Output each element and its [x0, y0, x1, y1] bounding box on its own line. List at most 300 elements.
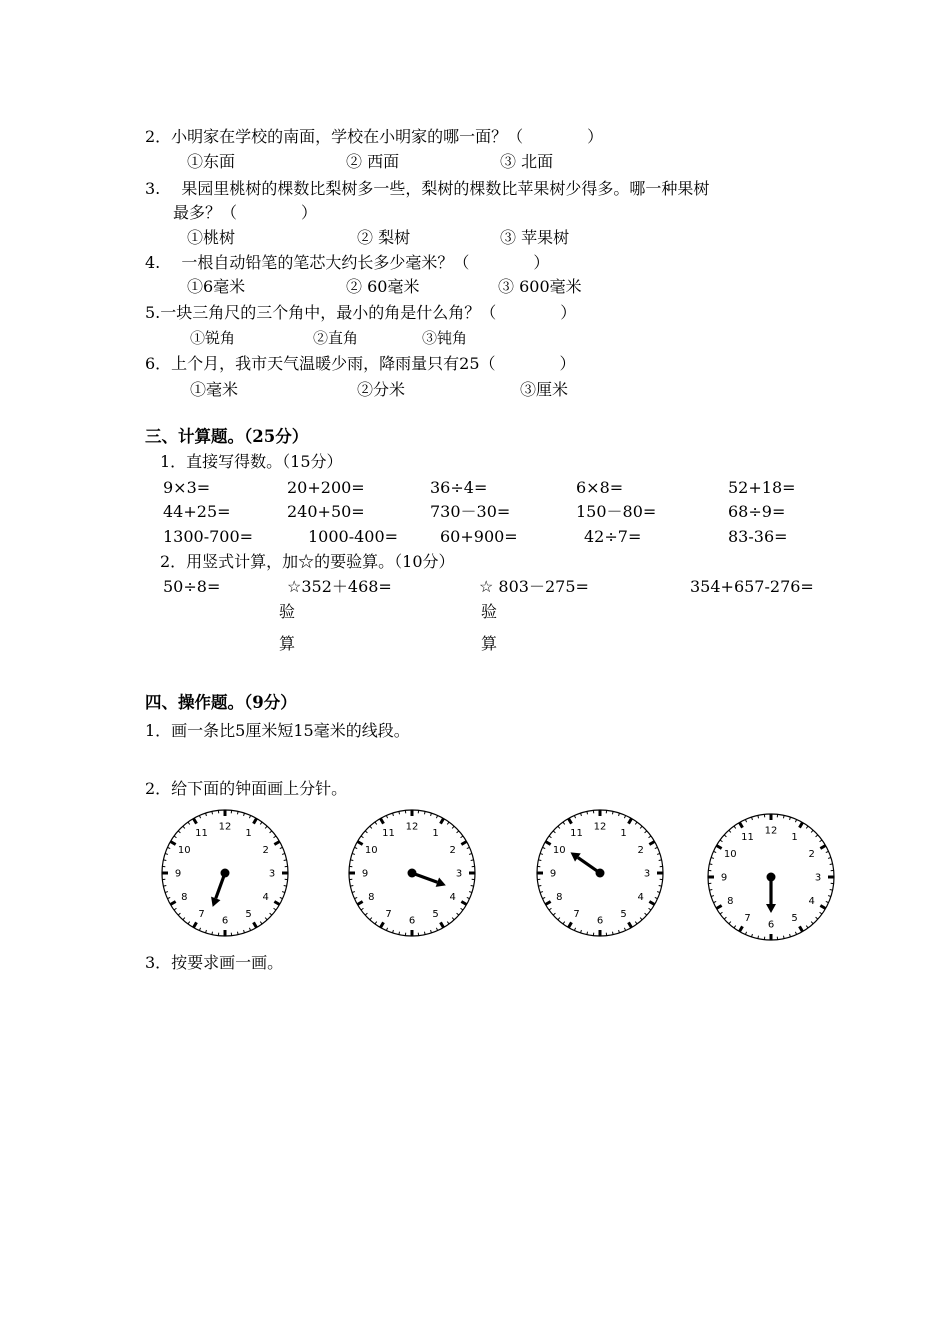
clock-tick: [174, 836, 176, 838]
clock-tick: [734, 826, 736, 828]
clock-tick: [212, 932, 213, 935]
clock-tick: [800, 926, 803, 931]
clock-face-3[interactable]: [535, 808, 665, 938]
clock-tick: [830, 889, 833, 890]
clock-tick: [457, 913, 459, 915]
clock-number: 6: [408, 915, 416, 927]
clock-tick: [254, 818, 257, 823]
clock-number: 4: [637, 892, 644, 903]
clock-tick: [354, 847, 357, 848]
clock-tick: [361, 836, 363, 838]
clock-tick: [386, 815, 387, 818]
clock-tick: [716, 906, 721, 909]
clock-tick: [163, 860, 166, 861]
clock-tick: [270, 913, 272, 915]
clock-tick: [752, 934, 753, 937]
clock-tick: [284, 885, 287, 886]
clock-tick: [357, 902, 362, 905]
clock-tick: [282, 892, 285, 893]
clock-tick: [206, 930, 207, 933]
clock-center: [221, 869, 230, 878]
op-question-3: 3．按要求画一画。: [145, 953, 284, 972]
clock-tick: [244, 813, 245, 816]
clock-tick: [436, 815, 437, 818]
clock-number: 8: [181, 892, 188, 903]
calc-r2-c1: 44+25=: [163, 502, 231, 521]
clock-tick: [461, 902, 466, 905]
clock-tick: [461, 836, 463, 838]
clock-number: 10: [552, 845, 566, 856]
clock-number: 5: [245, 909, 252, 921]
clock-tick: [375, 922, 377, 924]
clock-tick: [816, 835, 818, 837]
clock-tick: [194, 818, 197, 823]
clock-tick: [471, 885, 474, 886]
clock-tick: [370, 826, 372, 828]
clock-number: 1: [432, 827, 439, 839]
clock-number: 6: [767, 919, 775, 931]
clock-tick: [260, 822, 262, 824]
vertical-4: 354+657-276=: [690, 577, 814, 596]
clock-number: 1: [620, 827, 627, 839]
clock-tick: [167, 897, 170, 898]
clock-number: 11: [570, 827, 583, 839]
clock-tick: [183, 918, 185, 920]
section-3-heading: 三、计算题。（25分）: [145, 427, 309, 446]
clock-number: 5: [620, 909, 627, 921]
calc-r1-c2: 20+200=: [287, 478, 365, 497]
clock-tick: [424, 932, 425, 935]
clock-tick: [795, 932, 796, 935]
clock-tick: [820, 912, 822, 914]
calc-r2-c3: 730－30=: [430, 502, 511, 521]
clock-number: 12: [218, 821, 232, 833]
clock-tick: [188, 822, 190, 824]
clock-tick: [274, 908, 276, 910]
clock-tick: [274, 902, 279, 905]
clock-svg: [535, 808, 665, 938]
clock-tick: [538, 860, 541, 861]
clock-tick: [370, 918, 372, 920]
clock-tick: [174, 908, 176, 910]
calc-r2-c5: 68÷9=: [728, 502, 786, 521]
clock-number: 5: [791, 913, 798, 925]
clock-number: 7: [385, 909, 392, 921]
clock-tick: [357, 842, 362, 845]
clock-tick: [783, 815, 784, 818]
clock-number: 6: [221, 915, 229, 927]
clock-tick: [469, 892, 472, 893]
clock-tick: [655, 897, 658, 898]
clock-tick: [393, 813, 394, 816]
clock-number: 7: [744, 913, 751, 925]
clock-tick: [629, 818, 632, 823]
clock-tick: [709, 889, 712, 890]
part2-label: 2．用竖式计算，加☆的要验算。（10分）: [160, 552, 455, 571]
clock-number: 12: [405, 821, 419, 833]
clock-tick: [790, 817, 791, 820]
clock-tick: [758, 815, 759, 818]
q6-option-1: ①毫米: [190, 380, 239, 399]
part1-label: 1．直接写得数。（15分）: [160, 452, 343, 471]
clock-number: 1: [245, 827, 252, 839]
calc-r2-c4: 150－80=: [576, 502, 657, 521]
clock-tick: [467, 897, 470, 898]
clock-tick: [635, 822, 637, 824]
clock-tick: [284, 860, 287, 861]
clock-number: 8: [556, 892, 563, 903]
vertical-2: ☆352＋468=: [287, 577, 392, 596]
clock-tick: [619, 930, 620, 933]
clock-tick: [587, 811, 588, 814]
clock-tick: [381, 922, 384, 927]
clock-tick: [399, 932, 400, 935]
check-label-2a: 验: [481, 602, 498, 621]
clock-tick: [431, 930, 432, 933]
clock-tick: [752, 817, 753, 820]
calc-r3-c3: 60+900=: [440, 527, 518, 546]
clock-tick: [471, 860, 474, 861]
q2-option-3: ③ 北面: [500, 152, 554, 171]
q6-option-3: ③厘米: [520, 380, 569, 399]
clock-tick: [729, 922, 731, 924]
clock-tick: [783, 936, 784, 939]
clock-tick: [441, 922, 444, 927]
clock-tick: [170, 902, 175, 905]
clock-tick: [350, 885, 353, 886]
clock-tick: [212, 811, 213, 814]
calc-r2-c2: 240+50=: [287, 502, 365, 521]
clock-tick: [178, 831, 180, 833]
clock-number: 5: [432, 909, 439, 921]
q3-option-2: ② 梨树: [357, 228, 411, 247]
clock-tick: [265, 918, 267, 920]
check-label-2b: 算: [481, 634, 498, 653]
clock-tick: [553, 831, 555, 833]
clock-number: 3: [643, 868, 651, 880]
clock-number: 10: [723, 849, 737, 860]
clock-tick: [816, 917, 818, 919]
clock-tick: [619, 813, 620, 816]
clock-tick: [188, 922, 190, 924]
question-2: 2．小明家在学校的南面，学校在小明家的哪一面？（ ）: [145, 127, 604, 146]
clock-tick: [724, 835, 726, 837]
clock-number: 7: [573, 909, 580, 921]
clock-tick: [457, 831, 459, 833]
clock-tick: [461, 908, 463, 910]
clock-tick: [540, 892, 543, 893]
clock-tick: [467, 847, 470, 848]
clock-tick: [260, 922, 262, 924]
clock-tick: [820, 906, 825, 909]
clock-tick: [183, 826, 185, 828]
clock-tick: [249, 928, 250, 931]
clock-number: 9: [549, 868, 557, 880]
clock-tick: [393, 930, 394, 933]
clock-tick: [375, 822, 377, 824]
q4-option-1: ①6毫米: [187, 277, 246, 296]
clock-tick: [569, 818, 572, 823]
clock-tick: [386, 928, 387, 931]
clock-tick: [645, 831, 647, 833]
clock-tick: [542, 897, 545, 898]
clock-tick: [745, 932, 746, 935]
clock-number: 6: [596, 915, 604, 927]
clock-tick: [745, 819, 746, 822]
clock-tick: [574, 928, 575, 931]
clock-tick: [163, 885, 166, 886]
clock-tick: [828, 896, 831, 897]
clock-tick: [167, 847, 170, 848]
clock-tick: [729, 830, 731, 832]
question-5: 5.一块三角尺的三个角中，最小的角是什么角？（ ）: [145, 303, 577, 322]
clock-number: 7: [198, 909, 205, 921]
clock-face-1[interactable]: [160, 808, 290, 938]
clock-tick: [549, 908, 551, 910]
clock-number: 2: [637, 845, 644, 856]
clock-tick: [558, 826, 560, 828]
clock-number: 3: [455, 868, 463, 880]
clock-tick: [790, 934, 791, 937]
clock-tick: [431, 813, 432, 816]
clock-tick: [452, 826, 454, 828]
clock-tick: [713, 901, 716, 902]
clock-tick: [549, 836, 551, 838]
clock-tick: [820, 840, 822, 842]
clock-tick: [811, 922, 813, 924]
clock-tick: [740, 822, 743, 827]
clock-number: 2: [262, 845, 269, 856]
clock-tick: [350, 860, 353, 861]
clock-tick: [170, 842, 175, 845]
clock-tick: [558, 918, 560, 920]
clock-tick: [711, 858, 714, 859]
clock-tick: [424, 811, 425, 814]
clock-tick: [581, 930, 582, 933]
section-4-heading: 四、操作题。（9分）: [145, 693, 297, 712]
clock-tick: [720, 912, 722, 914]
clock-number: 3: [268, 868, 276, 880]
clock-tick: [640, 918, 642, 920]
clock-tick: [806, 926, 808, 928]
clock-tick: [274, 836, 276, 838]
clock-tick: [795, 819, 796, 822]
clock-tick: [811, 830, 813, 832]
clock-tick: [830, 864, 833, 865]
clock-tick: [469, 854, 472, 855]
clock-tick: [624, 928, 625, 931]
clock-tick: [165, 892, 168, 893]
clock-tick: [282, 854, 285, 855]
clock-number: 11: [382, 827, 395, 839]
clock-tick: [280, 847, 283, 848]
clock-tick: [649, 908, 651, 910]
calc-r3-c2: 1000-400=: [308, 527, 399, 546]
clock-tick: [649, 842, 654, 845]
clock-tick: [280, 897, 283, 898]
clock-tick: [800, 822, 803, 827]
q5-option-3: ③钝角: [422, 329, 468, 347]
clock-tick: [635, 922, 637, 924]
clock-tick: [447, 822, 449, 824]
clock-tick: [274, 842, 279, 845]
clock-number: 2: [808, 849, 815, 860]
clock-tick: [720, 840, 722, 842]
clock-tick: [711, 896, 714, 897]
q3-option-3: ③ 苹果树: [500, 228, 570, 247]
clock-tick: [734, 926, 736, 928]
clock-tick: [199, 815, 200, 818]
clock-tick: [574, 815, 575, 818]
q2-option-2: ② 西面: [346, 152, 400, 171]
clock-tick: [826, 901, 829, 902]
vertical-1: 50÷8=: [163, 577, 221, 596]
clock-tick: [199, 928, 200, 931]
question-3: 3. 果园里桃树的棵数比梨树多一些，梨树的棵数比苹果树少得多。哪一种果树: [145, 179, 710, 198]
clock-number: 8: [368, 892, 375, 903]
clock-face-2[interactable]: [347, 808, 477, 938]
clock-tick: [237, 811, 238, 814]
clock-center: [767, 873, 776, 882]
clock-center: [596, 869, 605, 878]
clock-tick: [612, 811, 613, 814]
clock-tick: [624, 815, 625, 818]
clock-tick: [612, 932, 613, 935]
clock-number: 9: [720, 872, 728, 884]
clock-tick: [270, 831, 272, 833]
clock-number: 2: [449, 845, 456, 856]
clock-number: 11: [741, 831, 754, 843]
clock-number: 12: [764, 825, 778, 837]
q3-option-1: ①桃树: [187, 228, 236, 247]
clock-number: 9: [361, 868, 369, 880]
clock-tick: [452, 918, 454, 920]
clock-tick: [244, 930, 245, 933]
clock-number: 10: [177, 845, 191, 856]
clock-tick: [713, 851, 716, 852]
calc-r3-c5: 83-36=: [728, 527, 788, 546]
vertical-3: ☆ 803－275=: [479, 577, 589, 596]
clock-tick: [461, 842, 466, 845]
q5-option-2: ②直角: [313, 329, 359, 347]
clock-svg: [160, 808, 290, 938]
clock-tick: [659, 885, 662, 886]
clock-tick: [352, 892, 355, 893]
clock-tick: [436, 928, 437, 931]
clock-svg: [347, 808, 477, 938]
clock-tick: [365, 831, 367, 833]
clock-tick: [361, 908, 363, 910]
clock-number: 1: [791, 831, 798, 843]
clock-tick: [399, 811, 400, 814]
q4-option-3: ③ 600毫米: [498, 277, 582, 296]
clock-tick: [194, 922, 197, 927]
q5-option-1: ①锐角: [190, 329, 236, 347]
clock-tick: [709, 864, 712, 865]
question-4: 4. 一根自动铅笔的笔芯大约长多少毫米？（ ）: [145, 253, 550, 272]
clock-tick: [740, 926, 743, 931]
clock-tick: [249, 815, 250, 818]
calc-r1-c1: 9×3=: [163, 478, 211, 497]
clock-face-4[interactable]: [706, 812, 836, 942]
op-question-2: 2．给下面的钟面画上分针。: [145, 779, 348, 798]
clock-tick: [178, 913, 180, 915]
clock-tick: [354, 897, 357, 898]
clock-number: 11: [195, 827, 208, 839]
clock-tick: [629, 922, 632, 927]
clock-number: 3: [814, 872, 822, 884]
clock-tick: [563, 822, 565, 824]
calc-r1-c5: 52+18=: [728, 478, 796, 497]
q6-option-2: ②分米: [357, 380, 406, 399]
clock-tick: [826, 851, 829, 852]
clock-tick: [716, 846, 721, 849]
clock-number: 9: [174, 868, 182, 880]
check-label-1a: 验: [279, 602, 296, 621]
question-6: 6．上个月，我市天气温暖少雨，降雨量只有25（ ）: [145, 354, 576, 373]
clock-tick: [655, 847, 658, 848]
clock-number: 4: [808, 896, 815, 907]
clock-tick: [352, 854, 355, 855]
clock-tick: [265, 826, 267, 828]
clock-tick: [828, 858, 831, 859]
clock-number: 4: [262, 892, 269, 903]
clock-tick: [447, 922, 449, 924]
clock-number: 12: [593, 821, 607, 833]
clock-tick: [657, 854, 660, 855]
clock-tick: [545, 842, 550, 845]
clock-tick: [538, 885, 541, 886]
q4-option-2: ② 60毫米: [346, 277, 420, 296]
clock-tick: [563, 922, 565, 924]
clock-number: 10: [364, 845, 378, 856]
clock-tick: [806, 826, 808, 828]
clock-tick: [649, 836, 651, 838]
clock-tick: [724, 917, 726, 919]
clock-tick: [569, 922, 572, 927]
clock-tick: [540, 854, 543, 855]
clock-number: 4: [449, 892, 456, 903]
clock-tick: [542, 847, 545, 848]
clock-tick: [545, 902, 550, 905]
clock-number: 8: [727, 896, 734, 907]
calc-r1-c4: 6×8=: [576, 478, 624, 497]
clock-tick: [657, 892, 660, 893]
q2-option-1: ①东面: [187, 152, 236, 171]
clock-tick: [820, 846, 825, 849]
clock-svg: [706, 812, 836, 942]
calc-r3-c4: 42÷7=: [584, 527, 642, 546]
clock-tick: [645, 913, 647, 915]
clock-tick: [587, 932, 588, 935]
clock-tick: [254, 922, 257, 927]
clock-tick: [758, 936, 759, 939]
clock-tick: [165, 854, 168, 855]
clock-tick: [365, 913, 367, 915]
calc-r3-c1: 1300-700=: [163, 527, 254, 546]
clock-tick: [649, 902, 654, 905]
clock-tick: [553, 913, 555, 915]
clock-tick: [659, 860, 662, 861]
clock-tick: [441, 818, 444, 823]
clock-tick: [581, 813, 582, 816]
clock-tick: [237, 932, 238, 935]
check-label-1b: 算: [279, 634, 296, 653]
hour-hand-arrowhead: [766, 904, 776, 913]
clock-tick: [206, 813, 207, 816]
op-question-1: 1．画一条比5厘米短15毫米的线段。: [145, 721, 410, 740]
question-3-cont: 最多？（ ）: [173, 203, 318, 222]
